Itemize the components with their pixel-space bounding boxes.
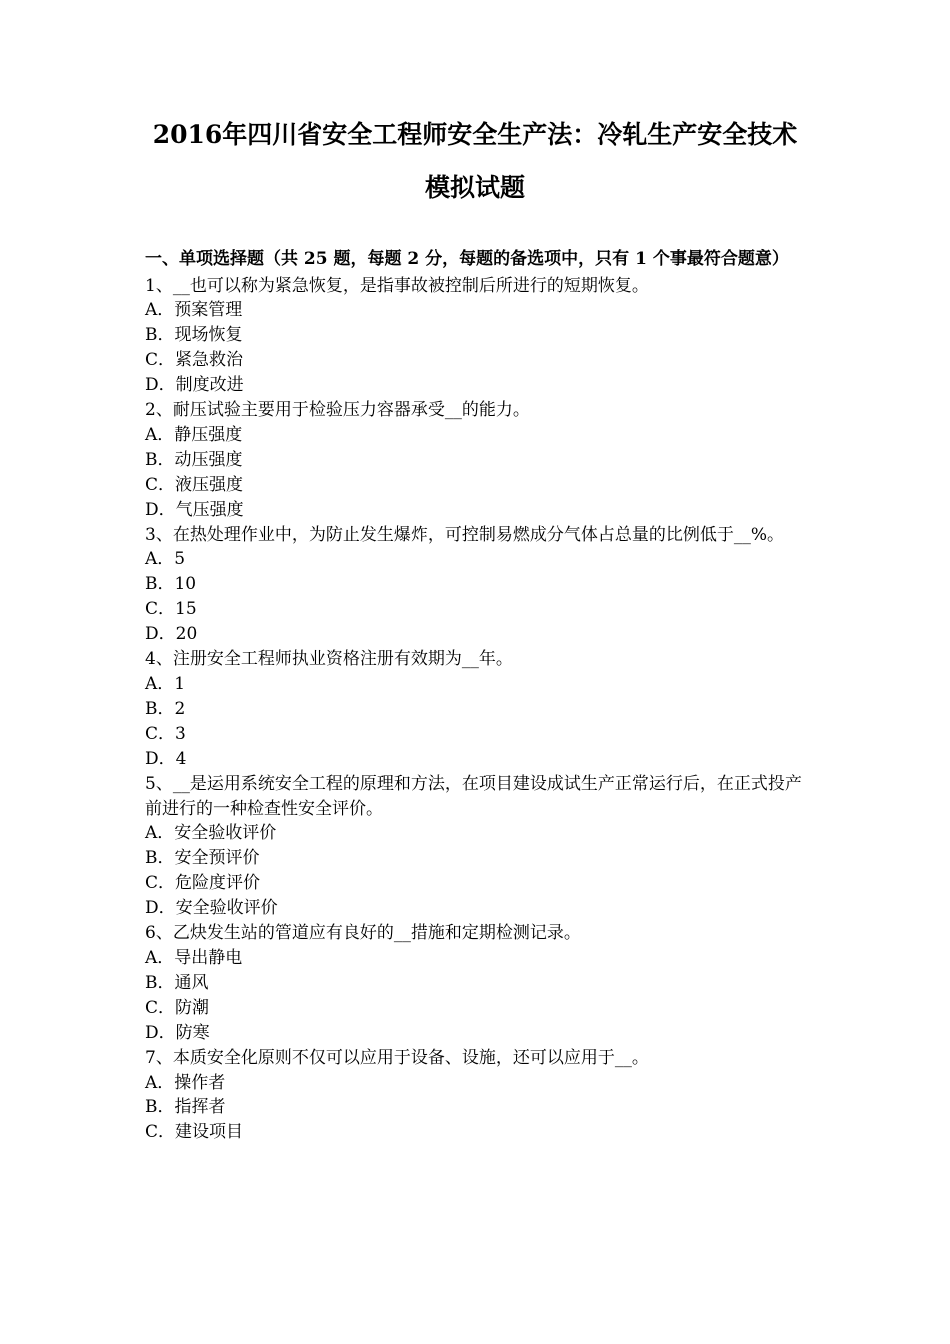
question-text: 6、乙炔发生站的管道应有良好的__措施和定期检测记录。 (145, 923, 581, 944)
question-6 (145, 921, 810, 1046)
option-b: B．10 (145, 574, 197, 595)
option-b: B．通风 (145, 972, 209, 993)
option-b: B．现场恢复 (145, 325, 243, 346)
question-text: 3、在热处理作业中，为防止发生爆炸，可控制易燃成分气体占总量的比例低于__%。 (145, 524, 784, 545)
option-a: A．安全验收评价 (145, 823, 277, 844)
option-a: A．预案管理 (145, 300, 243, 321)
question-text: 5、__是运用系统安全工程的原理和方法，在项目建设成试生产正常运行后，在正式投产前进行的一种检查性安全评价。 (145, 773, 802, 819)
option-b: B．动压强度 (145, 449, 243, 470)
question-text: 2、耐压试验主要用于检验压力容器承受__的能力。 (145, 400, 530, 421)
question-text: 4、注册安全工程师执业资格注册有效期为__年。 (145, 649, 513, 670)
question-text: 7、本质安全化原则不仅可以应用于设备、设施，还可以应用于__。 (145, 1047, 649, 1068)
option-c: C．紧急救治 (145, 350, 244, 371)
option-d: D．20 (145, 624, 198, 645)
option-c: C．建设项目 (145, 1122, 244, 1143)
option-d: D．防寒 (145, 1022, 210, 1043)
option-a: A．操作者 (145, 1072, 226, 1093)
option-a: A．5 (145, 549, 186, 570)
document-title-line-2: 模拟试题 (424, 173, 525, 202)
question-2 (145, 398, 810, 523)
option-c: C．15 (145, 599, 197, 620)
option-c: C．防潮 (145, 997, 210, 1018)
document-title-line-1: 2016年四川省安全工程师安全生产法：冷轧生产安全技术 (152, 120, 798, 149)
question-text: 1、__也可以称为紧急恢复，是指事故被控制后所进行的短期恢复。 (145, 275, 649, 296)
option-b: B．指挥者 (145, 1097, 226, 1118)
option-d: D．4 (145, 748, 187, 769)
question-7 (145, 1046, 810, 1146)
option-a: A．静压强度 (145, 424, 243, 445)
option-b: B．安全预评价 (145, 848, 260, 869)
exam-content (145, 248, 810, 1145)
option-d: D．安全验收评价 (145, 898, 278, 919)
option-d: D．气压强度 (145, 499, 244, 520)
option-a: A．1 (145, 674, 186, 694)
question-5 (145, 772, 810, 921)
option-c: C．危险度评价 (145, 873, 261, 894)
question-4 (145, 647, 810, 772)
question-3 (145, 523, 810, 648)
option-a: A．导出静电 (145, 947, 243, 968)
option-d: D．制度改进 (145, 375, 244, 396)
question-1 (145, 274, 810, 399)
option-c: C．3 (145, 723, 186, 744)
section-heading: 一、单项选择题（共 25 题，每题 2 分，每题的备选项中，只有 1 个事最符合题意） (145, 249, 789, 269)
option-b: B．2 (145, 698, 186, 719)
option-c: C．液压强度 (145, 474, 244, 495)
